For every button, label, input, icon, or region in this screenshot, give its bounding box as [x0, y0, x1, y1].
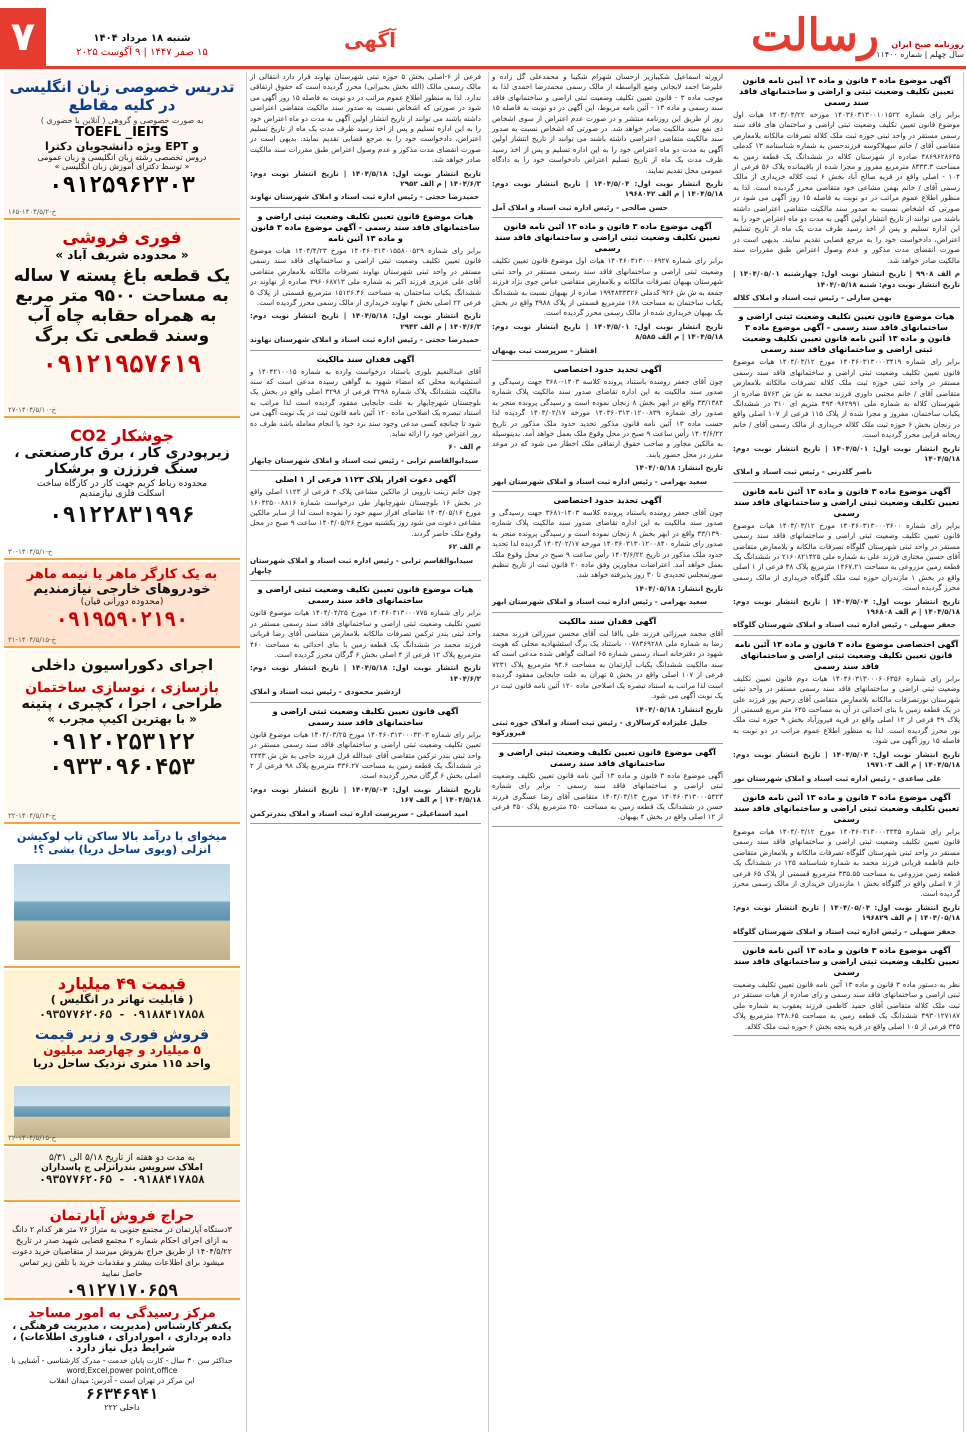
notice-title: آگهی دعوت افراز پلاک ۱۱۲۳ فرعی از ۱ اصلی [275, 475, 456, 485]
notice-separator [492, 491, 723, 492]
notice-item [492, 747, 723, 827]
ad-anzali-realty-contact [4, 1148, 240, 1202]
ad-welder-wanted [4, 420, 240, 560]
notice-item [733, 639, 960, 789]
beach-photo [14, 864, 230, 960]
ad-text: خودروهای خارجی نیازمندیم [33, 582, 211, 597]
notice-separator [492, 612, 723, 613]
notice-signature: امید اسماعیلی - سرپرست اداره ثبت اسناد و املاک بندرترکمن [250, 808, 468, 818]
notice-separator [492, 743, 723, 744]
notice-title: آگهی موضوع ماده ۳ قانون و ماده ۱۳ آئین نامه قانون تعیین تکلیف وضعیت ثبتی اراضی و ساختمانهای فاقد سند رسمی [494, 222, 721, 254]
ad-text: شرایط ذیل نیاز دارد . [68, 1343, 176, 1354]
ad-text: (محدوده دورانی قیان) [80, 597, 164, 607]
notice-column-3 [246, 72, 484, 1432]
ad-phone[interactable]: ۰۹۱۲۱۹۵۷۶۱۹ [42, 350, 202, 378]
ad-text: وسند قطعی تک برگ [34, 326, 210, 346]
notice-item [250, 474, 481, 581]
ad-text: به همراه حقابه چاه آب [27, 306, 217, 326]
ad-text: سنگ فرززن و برشکار [45, 461, 199, 477]
notice-body: چون آقای جعفر رومنده باستناد پرونده کلاسه ۱۴۰۳-۳۶۸۱ جهت رسیدگی و صدور سند مالکیت به این اداره تقاضای صدور سند مالکیت پلاک شماره ۳۳/۱۳۹۰ واقع در ابهر بخش ۸ زنجان نموده است و رسیدگی پرونده منجر به صدور رای شماره ۱۴۰۳۶۰۳۱۳۰۱۲۰۰۸۴۰ مورخه ۱۴۰۳/۰۲/۱۷ گردیده لذا تحدید حدود ملک مذکور در تاریخ ۱۴۰۴/۶/۲۲ رأس ساعت ۹ صبح در محل وقوع ملک بعمل خواهد آمد. اعتراضات مجاورین وفق ماده ۲۰ قانون ثبت از تاریخ تنظیم صورتمجلس تحدیدی تا ۳۰ روز پذیرفته خواهد شد. [492, 508, 723, 580]
notice-item [733, 311, 960, 482]
notice-signature: سیدابوالقاسم ترابی - رئیس ثبت اسناد و املاک شهرستان چابهار [250, 455, 479, 465]
ad-subtitle: در کلیه مقاطع [68, 96, 176, 114]
ad-text: ۵ میلیارد و چهارصد میلیون [43, 1043, 201, 1057]
notice-item [733, 792, 960, 942]
notice-dates: م الف ۶۲ [448, 542, 481, 552]
notice-item [492, 364, 723, 492]
ad-code: خ-۱۴۰۴/۵/۱-۳۰ [8, 548, 53, 556]
date-box [52, 32, 232, 62]
notice-item [250, 72, 481, 208]
notice-title: آگهی موضوع قانون تعیین تکلیف وضعیت ثبتی اراضی و ساختمانهای فاقد سند رسمی [499, 747, 716, 768]
notice-column-2 [488, 72, 726, 1432]
notice-signature: حمیدرضا حجتی - رئیس اداره ثبت اسناد و املاک شهرستان نهاوند [250, 192, 480, 202]
ad-code: خ-۱۴۰۴/۵/۱۰-۲۷ [8, 406, 57, 414]
notice-body: فرعی از ۶-اصلی بخش ۵ حوزه ثبتی شهرستان نهاوند قرار دارد انتقالی از مالک رسمی مالک (الله بخش بجیرانی) محرز گردیده است که حقوق ارتفاقی ندارد. لذا به منظور اطلاع عموم مراتب در دو نوبت به فاصله ۱۵ روز آگهی می شود در صورتی که اشخاص نسبت به صدور سند مالکیت متقاضی اعتراضی داشته باشند می توانند از تاریخ انتشار اولین آگهی به مدت دو ماه اعتراض خود را به این اداره تسلیم و پس از اخذ رسید ظرف مدت یک ماه از تاریخ تسلیم اعتراض، دادخواست خود را به مرجع قضایی تقدیم نمایند. بدیهی است در صورت انقضای مدت مذکور و عدم وصول اعتراض طبق مقررات سند مالکیت صادر خواهد شد. [250, 72, 482, 165]
ad-title: اجرای دکوراسیون داخلی [30, 656, 214, 674]
notice-separator [733, 482, 960, 483]
notice-dates: تاریخ انتشار: ۱۴۰۴/۰۵/۱۸ [635, 704, 723, 714]
ad-text: محدوده رباط کریم جهت کار در کارگاه ساخت [36, 479, 208, 489]
notice-body: برابر رای شماره ۱۴۰۴۶۰۳۱۳۰۰۰۳۲۰۳ مورخ ۱۴۰۴/۰۳/۲۵ هیات موضوع قانون تعیین تکلیف وضعیت ثبتی اراضی و ساختمانهای فاقد سند رسمی مستقر در واحد ثبتی بندر ترکمن متقاضی آقای عبدالله قزل فرزند حاجی به ش ش ۲۴۴۳ در ششدانگ یک قطعه زمین به مساحت ۳۳۶.۲۷ مترمربع پلاک ۹۸ فرعی از ۲ اصلی بخش ۶ گرگان محرز گردیده است. [250, 729, 482, 781]
notice-item [250, 211, 481, 351]
page-header [0, 0, 966, 66]
issue-label: شماره ۱۱۴۰۰ [876, 50, 923, 59]
notice-body: آقای عبدالنعیم بلوری باستناد درخواست وارده به شماره ۱۴۰۴۲۱۰۰۱۵ و استشهادیه محلی که امضاء شهود به گواهی رسیده مدعی است که سند مالکیت ششدانگ پلاک شماره ۳۲۹۸ فرعی از ۳۲۹۸ اصلی واقع در بخش یک بلوچستان شهرچابهار به علت جابجایی مفقود گردیده است لذا مراتب به استناد تبصره یک اصلاحی ماده ۱۲۰ آئین نامه قانون ثبت در یک نوبت آگهی می شود تا چنانچه کسی مدعی وجود سند نزد خود یا انجام معامله باشد ظرف ده روز اعتراض خود را ارائه نماید. [250, 366, 482, 438]
ad-text: « توسط دکترای آموزش زبان انگلیسی » [54, 162, 190, 171]
header-rule [0, 66, 966, 69]
notice-body: برابر رای شماره ۱۴۰۴۶۰۳۱۳۰۰۰۷۷۵ مورخ ۱۴۰۴/۰۴/۲۵ هیات موضوع قانون تعیین تکلیف وضعیت ثبتی اراضی و ساختمانهای فاقد سند رسمی مستقر در واحد ثبتی بندر ترکمن تصرفات مالکانه بلامعارض متقاضی آقای رضا قربانی فرزند محمد در ششدانگ یک قطعه زمین با بنای احداثی به مساحت ۴۶۰ مترمربع پلاک ۱۲ فرعی از ۴ اصلی بخش ۶ گرگان محرز گردیده است. [250, 608, 481, 660]
notice-dates: تاریخ انتشار نوبت اول: ۱۴۰۴/۵/۰۱ | تاریخ انتشار نوبت دوم: ۱۴۰۴/۵/۱۸ | م الف ۸/۵۸۵ [492, 321, 723, 342]
notice-separator [250, 823, 481, 824]
notice-dates: م الف ۶۰ [448, 442, 481, 452]
notice-dates: تاریخ انتشار: ۱۴۰۴/۰۵/۱۸ [635, 583, 723, 593]
notice-signature: بهمن سارلی - رئیس ثبت اسناد و املاک کلاله [733, 292, 892, 302]
year-label: سال چهلم [929, 50, 964, 59]
notice-dates: تاریخ انتشار نوبت اول: ۱۴۰۴/۵/۰۴ | تاریخ انتشار نوبت دوم: ۱۴۰۴/۵/۱۸ | م الف ۱۹۷۱۰۳ [733, 749, 961, 770]
notice-body: ازورثه اسماعیل شکیبازیر ارحسان شهرام شکیبا و محمدعلی گل زاده و علیرضا احمد لایجانی وضع الواسطه از مالک رسمی محمدرضا احمدی لذا به موجب ماده ۳ - قانون تعیین تکلیف وضعیت ثبتی اراضی و ساختمانهای فاقد سند رسمی و ماده ۱۳ - آئین نامه مربوط، این آگهی در دو نوبت به فاصله ۱۵ روز از طریق این روزنامه منتشر و در صورت عدم اعتراض از سوی اشخاص ذی نفع سند مالکیت صادر خواهد شد. در صورتی که اشخاص نسبت به صدور سند مالکیت متقاضی اعتراضی داشته باشند می توانند از تاریخ انتشار اولین آگهی به مدت دو ماه اعتراض خود را به این اداره تسلیم و پس از اخذ رسید ظرف مدت یک ماه از تاریخ تسلیم اعتراض دادخواست خود را به دادگاه عمومی محل تقدیم نمایند. [492, 72, 724, 175]
notice-item [492, 495, 723, 613]
notice-column-1 [730, 72, 964, 1432]
ad-title: به یک کارگر ماهر یا نیمه ماهر [26, 567, 218, 582]
ad-text: حداکثر سن ۳۰ سال - کارت پایان خدمت - مدرک کارشناسی - آشنایی با word,Excel,power point,office [11, 1356, 233, 1375]
notice-signature: حمیدرضا حجتی - رئیس اداره ثبت اسناد و املاک شهرستان نهاوند [250, 335, 480, 345]
ad-title: قیمت ۴۹ میلیارد [57, 974, 187, 993]
notice-body: برابر رای شماره ۱۴۰۴۶۰۳۱۳۰۰۰۶۰۶۳۵۶ هیات دوم قانون تعیین تکلیف وضعیت ثبتی اراضی و ساختمانهای فاقد سند رسمی مستقر در واحد ثبتی شهرستان نورتصرفات مالکانه بلامعارض متقاضی آقای رحیم پور فرزند علی در یک قطعه زمین با بنای احداثی در آن به مساحت ۶۴۵ متر مربع قسمتی از پلاک ۴۹ فرعی از ۱۲ اصلی واقع در قریه فیروزآباد بخش ۹ حوزه ثبت ملک نور محرز گردیده است. لذا به منظور اطلاع عموم مراتب در دو نوبت به فاصله ۱۵ روز آگهی می شود. [733, 673, 960, 746]
ad-title: میخوای با درآمد بالا ساکن تاپ لوکیشن [16, 830, 228, 843]
page-number: ۷ [0, 8, 46, 66]
notice-separator [733, 941, 960, 942]
notice-title: هیات موضوع قانون تعیین تکلیف وضعیت ثبتی اراضی و ساختمانهای فاقد سند رسمی - آگهی موضوع ماده ۳ قانون و ماده ۱۳ آئین نامه [251, 211, 480, 243]
ad-title: حراج فروش آپارتمان [49, 1208, 195, 1224]
notice-body: چون خانم زینب نارویی از مالکین مشاعی پلاک ۳ فرعی از ۱۱۲۳ اصلی واقع در بخش ۱۶ بلوچستان شهرچابهار طی درخواست شماره ۱۶۰۴۲۵۰۰۸۸۱۶ مورخ ۱۴۰۴/۰۵/۱۶ تقاضای افراز سهم خود را نموده است لذا از سایر مالکین مشاعی دعوت می شود روز یکشنبه مورخ ۱۴۰۴/۰۵/۲۶ ساعت ۹ صبح در محل وقوع ملک حاضر گردند. [250, 487, 482, 538]
ad-text: داده پردازی ، امورادرای ، فناوری اطلاعات) ، [12, 1332, 232, 1343]
notice-dates: تاریخ انتشار نوبت اول: ۱۴۰۴/۵/۰۴ | تاریخ انتشار نوبت دوم: ۱۴۰۴/۵/۱۸ | م الف ۱۶۷ [250, 784, 481, 805]
ad-subtitle: « محدوده شریف آباد » [55, 248, 189, 262]
ad-anzali-property [4, 826, 240, 968]
notice-body: آگهی موضوع ماده ۳ قانون و ماده ۱۳ آئین نامه قانون تعیین تکلیف وضعیت ثبتی اراضی و ساختمانهای فاقد سند رسمی - برابر رای شماره ۱۴۰۴۶۰۳۱۳۰۰۰۵۴۲۳ مورخ ۱۴۰۴/۰۳/۱۳ متقاضی آقای رضا عسگری فرزند حسن در ششدانگ یک قطعه زمین به مساحت ۲۵۰ مترمربع پلاک ۳۵۰ فرعی از ۱۲ اصلی واقع در بخش ۴ بهبهان. [492, 770, 723, 822]
ad-title: جوشکار CO2 [70, 426, 174, 445]
ad-text: « با بهترین اکیپ مجرب » [47, 712, 197, 726]
notice-title: آگهی موضوع ماده ۳ قانون و ماده ۱۳ آیین نامه قانون تعیین تکلیف وضعیت ثبتی و اراضی و ساختمانهای فاقد سند رسمی [739, 76, 954, 107]
ad-text: دروس تخصصی رشته زبان انگلیسی و زبان عمومی [37, 153, 207, 162]
ad-pistachio-garden [4, 222, 240, 418]
ad-text: فروش فوری و زیر قیمت [34, 1027, 210, 1043]
notice-separator [733, 307, 960, 308]
notice-signature: علی ساعدی - رئیس اداره ثبت اسناد و املاک شهرستان نور [733, 773, 942, 783]
notice-body: برابر رای شماره ۱۴۰۴۶۰۳۱۳۰۱۵۵۸۰۰۵۲۹ مورخ ۱۴۰۴/۴/۲۳ هیات موضوع قانون تعیین تکلیف وضعیت ثبتی اراضی و ساختمانهای فاقد سند رسمی مستقر در واحد ثبتی شهرستان نهاوند تصرفات مالکانه بلامعارض متقاضی آقای علی عزیزی فرزند اکبر به شماره ملی ۳۹۶۰۶۸۷۱۳ صادره از نهاوند در ششدانگ یکباب ساختمان به مساحت ۱۵۱۲۶.۴۶ مترمربع قسمتی از پلاک ۵ فرعی ۲۲ اصلی بخش ۴ نهاوند خریداری از مالک رسمی محرز گردیده است. [250, 245, 481, 307]
ad-phone[interactable]: ۰۹۱۲۵۹۶۲۳۰۳ [49, 173, 195, 198]
ad-english-tutoring [4, 72, 240, 220]
ad-text: طراحی ، اجرا ، کچبری ، پتینه [21, 696, 223, 712]
notice-title: آگهی قانون تعیین تکلیف وضعیت ثبتی اراضی و ساختمانهای فاقد سند رسمی [272, 706, 459, 727]
ad-text: واحد ۱۱۵ متری نزدیک ساحل دریا [33, 1057, 211, 1070]
notice-dates: تاریخ انتشار نوبت اول: ۱۴۰۴/۰۵/۰۴ | تاریخ انتشار نوبت دوم: ۱۴۰۴/۰۵/۱۸ | م الف ۱۹۶۸۲۹ [733, 902, 961, 923]
notice-title: آگهی فقدان سند مالکیت [316, 354, 415, 364]
notice-separator [250, 470, 481, 471]
ad-apartment-auction [4, 1204, 240, 1300]
notice-title: آگهی موضوع ماده ۳ قانون و ماده ۱۳ آئین نامه قانون تعیین تکلیف وضعیت ثبتی اراضی و ساختمانهای فاقد سند رسمی [733, 945, 960, 977]
notice-separator [250, 350, 481, 351]
ad-text: بازسازی ، نوسازی ساختمان [25, 680, 219, 696]
ad-text: یک قطعه باغ پسته ۷ ساله [13, 266, 231, 286]
ad-interior-decoration [4, 650, 240, 824]
ad-phone[interactable]: ۰۹۱۹۵۹۰۲۱۹۰ [55, 607, 189, 631]
notice-signature: جعفر سهیلی - رئیس اداره ثبت اسناد و املاک شهرستان گلوگاه [733, 926, 956, 936]
ad-phone[interactable]: ۰۹۱۲۲۸۳۱۹۹۶ [49, 503, 195, 528]
issue-info: روزنامه صبح ایران سال چهلم | شماره ۱۱۴۰۰ [876, 40, 964, 59]
notice-item [733, 945, 960, 1036]
notice-title: آگهی اختصاصی موضوع ماده ۳ قانون و ماده ۱۳ آئین نامه قانون تعیین تکلیف وضعیت ثبتی اراضی و ساختمانهای فاقد سند رسمی [734, 639, 959, 671]
ad-text: زیرپودری کار ، برق کارصنعتی ، [14, 445, 230, 461]
section-title: آگهی [344, 28, 396, 52]
ad-phone[interactable]: ۰۹۱۸۸۴۱۷۸۵۸ - ۰۹۳۵۷۷۶۲۰۶۵ [39, 1173, 205, 1186]
ad-code: خ-۱۴۰۴/۵/۱۴-۳۲ [8, 812, 57, 820]
notice-item [250, 706, 481, 824]
notice-item [250, 354, 481, 472]
notice-body: نظر به دستور ماده ۳ قانون و ماده ۱۳ آئین نامه قانون تعیین تکلیف وضعیت ثبتی اراضی و ساختمانهای فاقد سند رسمی و رای صادره از هیات مستقر در ثبت ملک کلاله متقاضی آقای حمید کاظمی فرزند یعقوب به شماره ملی ۴۹۳۰۱۲۷۱۸۷ ششدانگ یک قطعه زمین به مساحت ۲۴۸.۶۵ مترمربع پلاک ۳۴۵ فرعی از ۱۰۵ اصلی واقع در قریه پنجه بخش ۶ حوزه ثبت ملک کلاله. [733, 979, 961, 1031]
notice-dates: تاریخ انتشار نوبت اول: ۱۴۰۴/۵/۰۱ | تاریخ انتشار نوبت دوم: ۱۴۰۴/۵/۱۸ [733, 443, 961, 463]
notice-signature: حسن صالحی - رئیس اداره ثبت اسناد و املاک آمل [492, 202, 668, 212]
notice-dates: تاریخ انتشار نوبت اول: ۱۴۰۴/۵/۰۴ | تاریخ انتشار نوبت دوم: ۱۴۰۴/۵/۱۸ | م الف ۱۹۶۸۰۴۲ [492, 179, 723, 199]
ad-text: ( قابلیت تهاتر در انگلیس ) [50, 993, 194, 1006]
notice-signature: جلیل علیزاده کرسالاری - رئیس ثبت اسناد و املاک حوزه ثبتی فیروزکوه [492, 717, 708, 738]
notice-signature: سعید بهرامی - رئیس اداره ثبت اسناد و املاک شهرستان ابهر [492, 597, 708, 607]
notice-item [492, 72, 723, 218]
notice-body: آقای محمد میرزائی فرزند علی بااقا لت آقای محسن میرزائی فرزند محمد رضا به شماره ملی ۰۰۷۸۳۶۹۲۸۸ باستناد یک برگ استشهادیه محلی که هویت شهود در دفترخانه اسناد رسمی شماره ۶۵ اصالت گواهی شده مدعی است که سند مالکیت ششدانگ یکباب آپارتمان به مساحت ۹۴.۶ مترمربع پلاک ۷۲۳۱ فرعی از ۱۰۷ اصلی واقع در بخش ۵ تهران به علت جابجایی مفقود گردیده است لذا مراتب به استناد تبصره یک اصلاحی ماده ۱۲۰ آئین نامه قانون ثبت در یک نوبت آگهی می شود. [492, 628, 724, 701]
notice-title: آگهی موضوع ماده ۳ قانون و ماده ۱۳ آئین نامه قانون تعیین تکلیف وضعیت ثبتی اراضی و ساختمانهای فاقد سند رسمی [733, 792, 960, 824]
ad-text: به صورت خصوصی و گروهی ( آنلاین یا حضوری ) [40, 116, 204, 125]
notice-dates: تاریخ انتشار نوبت اول: ۱۴۰۴/۵/۱۸ | تاریخ انتشار نوبت دوم: ۱۴۰۴/۶/۳ | م الف ۲۹۴۳ [250, 311, 481, 331]
notice-signature: اردشیر محمودی - رئیس ثبت اسناد و املاک [250, 687, 401, 697]
ad-text: به مدت دو هفته از تاریخ ۵/۱۸ الی ۵/۳۱ [48, 1153, 196, 1163]
notice-body: برابر رای شماره ۱۴۰۴۶۰۳۱۳۰۰۰۳۶۰۰ مورخ ۱۴۰۴/۰۳/۱۲ هیات موضوع قانون تعیین تکلیف وضعیت ثبتی اراضی و ساختمانهای فاقد سند رسمی مستقر در واحد ثبتی شهرستان گلوگاه تصرفات مالکانه و بلامعارض متقاضی آقای حسین مختاری فرزند علی به شماره ملی ۲۱۶۰۸۲۱۴۲۵ در ششدانگ یک قطعه زمین مزروعی به مساحت ۱۴۶۷.۲۱ مترمربع پلاک ۴۸ فرعی از ۱ اصلی واقع در بخش ۱ مازندران حوزه ثبت ملک گلوگاه خریداری از مالک رسمی محرز گردیده است. [733, 520, 960, 593]
notice-signature: جعفر سهیلی - رئیس اداره ثبت اسناد و املاک شهرستان گلوگاه [733, 620, 956, 630]
date-persian: شنبه ۱۸ مرداد ۱۴۰۴ [93, 33, 191, 44]
notice-title: آگهی فقدان سند مالکیت [558, 616, 657, 626]
notice-separator [733, 788, 960, 789]
ad-text: املاک سرویس بندرانزلی ج پاسداران [41, 1163, 203, 1173]
notice-dates: م الف ۹۹۰۸ | تاریخ انتشار نوبت اول: چهارشنبه ۱۴۰۴/۰۵/۰۱ | تاریخ انتشار نوبت دوم: شنبه ۱۴۰۴/۰۵/۱۸ [733, 269, 960, 289]
notice-separator [733, 1035, 960, 1036]
ad-text: TOEFL _IEITS [75, 125, 169, 140]
notice-body: چون آقای جعفر رومنده باستناد پرونده کلاسه ۱۴۰۳-۳۶۸۰ جهت رسیدگی و صدور سند مالکیت به این اداره تقاضای صدور سند مالکیت پلاک شماره ۳۳/۱۳۸۴ واقع در ابهر بخش ۸ زنجان نموده است و رسیدگی پرونده منجر به صدور رای شماره ۱۴۰۳۶۰۳۱۳۰۱۲۰۰۸۳۹ مورخه ۱۴۰۳/۰۲/۱۷ گردیده لذا حسب ماده ۱۳ آئین نامه قانون مذکور تحدید حدود ملک مذکور در تاریخ ۱۴۰۴/۶/۲۲ رأس ساعت ۹ صبح در محل وقوع ملک بعمل خواهد آمد. بدینوسیله به مالکین مجاور و صاحب حقوق ارتفاقی ملک اخطار می شود که در موعد مقرر در محل حضور یابند. [492, 376, 724, 459]
ad-text: داخلی ۲۲۲ [104, 1403, 140, 1412]
notice-title: آگهی موضوع ماده ۳ قانون و ماده ۱۳ آئین نامه قانون تعیین تکلیف وضعیت ثبتی اراضی و ساختمانهای فاقد سند رسمی [733, 486, 960, 518]
notice-separator [492, 217, 723, 218]
notice-body: برابر رای شماره ۱۴۰۴۶۰۳۱۳۰۰۰۳۴۱۹ مورخ ۱۴۰۴/۰۳/۱۲ هیات موضوع قانون تعیین تکلیف وضعیت ثبتی اراضی و ساختمانهای فاقد سند رسمی مستقر در واحد ثبتی حوزه ثبت ملک کلاله تصرفات مالکانه بلامعارض متقاضی آقای / خانم مجتبی داوری فرزند محمد به ش ش ۵۷۶۳ صادره از شهرستان کلاله به شماره ملی ۴۹۴۰۹۶۲۹۹۱ متریم ای ۳۱۰ در ششدانگ یکباب ساختمان، مفروز و مجزا شده از پلاک ۱۱۵ فرعی از ۱۰۷ اصلی واقع در زنجان بخش ۶ حوزه ثبت ملک کلاله خریداری از مالک رسمی آقای / خانم ریحانه قرایی محرز گردیده است. [733, 357, 960, 440]
notice-title: آگهی تحدید حدود اختصاصی [553, 496, 662, 505]
beach-photo [14, 1086, 230, 1138]
notice-signature: سیدابوالقاسم ترابی - رئیس اداره ثبت اسناد و املاک شهرستان چابهار [250, 555, 474, 576]
ad-text: به مساحت ۹۵۰۰ متر مربع [15, 286, 229, 306]
ad-text: این مرکز در تهران است - آدرس: میدان انقلاب [49, 1376, 195, 1385]
ad-code: خ-۱۴۰۴/۵/۱۵-۳۱ [8, 636, 57, 644]
notice-signature: ناصر گلدرنی - رئیس ثبت اسناد و املاک [733, 467, 872, 477]
ad-phone[interactable]: ۰۹۱۸۸۴۱۷۸۵۸ - ۰۹۳۵۷۷۶۲۰۶۵ [39, 1008, 205, 1021]
ad-phone[interactable]: ۰۹۱۲۷۱۷۰۶۵۹ [65, 1281, 179, 1300]
notice-body: برابر رای شماره ۱۴۰۴۶۰۳۱۳۰۰۰۴۳۳۵ مورخ ۱۴۰۴/۰۳/۱۲ هیات موضوع قانون تعیین تکلیف وضعیت ثبتی اراضی و ساختمانهای فاقد سند رسمی مستقر در واحد ثبتی شهرستان گلوگاه تصرفات مالکانه و بلامعارض متقاضی خانم فاطمه قربانی فرزند محمد به شماره شناسنامه ۱۲۵ در ششدانگ یک قطعه زمین مزروعی به مساحت ۳۳۵.۵۵ مترمربع قسمتی از پلاک ۶۵ فرعی از ۷ اصلی واقع در گلوگاه بخش ۱ مازندران خریداری از مالک رسمی محرز گردیده است. [733, 826, 960, 899]
notice-item [250, 584, 481, 702]
notice-item [733, 75, 960, 308]
notice-dates: تاریخ انتشار نوبت اول: ۱۴۰۴/۵/۱۸ | تاریخ انتشار نوبت دوم: ۱۴۰۴/۶/۳ | م الف ۲۹۵۲ [250, 168, 481, 189]
notice-dates: تاریخ انتشار نوبت اول: ۱۴۰۴/۵/۰۴ | تاریخ انتشار نوبت دوم: ۱۴۰۴/۵/۱۸ | م الف ۱۹۶۸۰۸ [733, 596, 961, 617]
ad-title: مرکز رسیدگی به امور مساجد [28, 1306, 216, 1321]
ad-phone-2[interactable]: ۰۹۳۳۰۹۶۰۴۵۳ [49, 755, 195, 780]
ad-text: ۳دستگاه آپارتمان در مجتمع جنوبی به متراژ ۷۶ متر هر کدام ۲ دانگ به ازای اجرای احکام شماره ۲ مجتمع قضایی شهید صدر در تاریخ ۱۴۰۴/۵/۲۲ از طریق حراج بفروش میرسد از متقاضیان خرید دعوت میشود برای اطلاعات بیشتر و مقدمات خرید با تلفن زیر تماس حاصل نمایید [12, 1225, 232, 1278]
ad-text: یکنفر کارشناس (مدیریت ، مدیریت فرهنگی ، [12, 1321, 232, 1332]
notice-separator [250, 702, 481, 703]
notice-item [492, 616, 723, 744]
ad-code: خ-۱۴۰۴/۵/۱۵-۳۲ [8, 1134, 57, 1142]
date-other: ۱۵ صفر ۱۴۴۷ | ۹ آگوست ۲۰۲۵ [76, 47, 208, 58]
notice-title: آگهی تحدید حدود اختصاصی [553, 364, 662, 374]
ad-mechanic-wanted [4, 562, 240, 648]
paper-label: روزنامه صبح ایران [891, 40, 964, 49]
notice-separator [250, 580, 481, 581]
ad-mosque-affairs [4, 1302, 240, 1436]
ad-title: تدریس خصوصی زبان انگلیسی [9, 78, 235, 96]
ad-code: خ-۱۴۰۴/۵/۲-۱۶۵ [8, 208, 57, 216]
notice-signature: سعید بهرامی - رئیس اداره ثبت اسناد و املاک شهرستان ابهر [492, 476, 708, 486]
ad-text: انزلی (ویوی ساحل دریا) بشی ؟! [33, 843, 211, 856]
notice-separator [733, 635, 960, 636]
classifieds-sidebar [4, 72, 240, 1436]
notice-dates: تاریخ انتشار نوبت اول: ۱۴۰۴/۵/۱۸ | تاریخ انتشار نوبت دوم: ۱۴۰۴/۶/۲ [250, 663, 481, 683]
ad-price-49-billion [4, 970, 240, 1146]
ad-title: فوری فروشی [62, 228, 182, 248]
notice-body: برابر رای شماره ۱۴۰۳۶۰۳۱۳۰۰۱۰۱۵۲۲ مورخه ۱۴۰۳/۰۴/۲۲ هیات اول موضوع قانون تعیین تکلیف وضعیت ثبتی اراضی و ساختمان های فاقد سند رسمی مستقر در واحد ثبتی حوزه ثبت ملک کلاله تصرفات مالکانه بلامعارض متقاضی آقای / خانم سهیلاکوسه فرزندحسن به شماره شناسنامه ۱۳ کدملی ۴۸۶۹۶۲۸۶۳۵ صادره از شهرستان کلاله در ششدانگ یک قطعه زمین به مساحت ۸۳۳۳.۳ مترمربع مفروز و مجزا شده از باقیمانده پلاک ۵۶ فرعی از ۱۰۴ - اصلی واقع در قریه صالح آباد بخش ۶ ثبت کلاله خریداری از مالک رسمی آقای / خانم بهمن مشاعی خود متقاضی محرز گردیده است. لذا به منظور اطلاع عموم مراتب در دو نوبت به فاصله ۱۵ روز آگهی می شود در صورتی که اشخاص نسبت به صدور سند مالکیت متقاضی اعتراضی داشته باشند می توانند از تاریخ انتشار اولین آگهی به مدت دو ماه اعتراض خود را به این اداره تسلیم و پس از اخذ رسید ظرف مدت یک ماه از تاریخ تسلیم اعتراض، دادخواست خود را به مرجع قضایی تقدیم نمایند. بدیهی است در صورت انقضای مدت مذکور و عدم وصول اعتراض طبق مقررات سند مالکیت صادر خواهد شد. [733, 110, 961, 265]
ad-phone[interactable]: ۶۶۳۴۶۹۴۱ [85, 1385, 159, 1403]
ad-text: و EPT ویژه دانشجویان دکترا [45, 140, 199, 153]
notice-item [492, 221, 723, 361]
ad-text: اسکلت فلزی نیازمندیم [79, 489, 165, 499]
notice-separator [492, 826, 723, 827]
notice-title: هیات موضوع قانون تعیین تکلیف وضعیت ثبتی اراضی و ساختمانهای فاقد سند رسمی [257, 585, 474, 606]
notice-separator [492, 360, 723, 361]
notice-item [733, 486, 960, 636]
notice-body: برابر رای شماره ۱۴۰۴۶۰۳۱۳۰۰۰۶۹۲۷ هیات اول موضوع قانون تعیین تکلیف وضعیت ثبتی اراضی و ساختمانهای فاقد سند رسمی مستقر در واحد ثبتی شهرستان بهبهان تصرفات مالکانه و بلامعارض متقاضی عباس جوی نژاد فرزند جمعه به ش ش ۹۲۶ کدملی ۱۹۹۴۸۳۳۳۲۶ صادره از بهبهان نسبت به ششدانگ یکباب ساختمان به مساحت ۱۶۸ مترمربع قسمتی از پلاک ۴۹۸۸ واقع در بخش یک بهبهان خریداری شده از مالک رسمی محرز گردیده است. [492, 256, 723, 318]
newspaper-logo: رسالت [750, 10, 880, 61]
notice-title: هیات موضوع قانون تعیین تکلیف وضعیت ثبتی اراضی و ساختمانهای فاقد سند رسمی - آگهی موضوع ماده ۳ قانون و ماده ۱۳ آئین نامه قانون تعیین تکلیف وضعیت ثبتی اراضی و ساختمانهای فاقد سند رسمی [738, 312, 955, 355]
notice-signature: افشار - سرپرست ثبت بهبهان [492, 345, 597, 355]
notice-separator [250, 207, 481, 208]
notice-dates: تاریخ انتشار: ۱۴۰۴/۰۵/۱۸ [635, 463, 723, 473]
ad-phone[interactable]: ۰۹۱۲۰۲۵۳۱۲۲ [49, 730, 195, 755]
